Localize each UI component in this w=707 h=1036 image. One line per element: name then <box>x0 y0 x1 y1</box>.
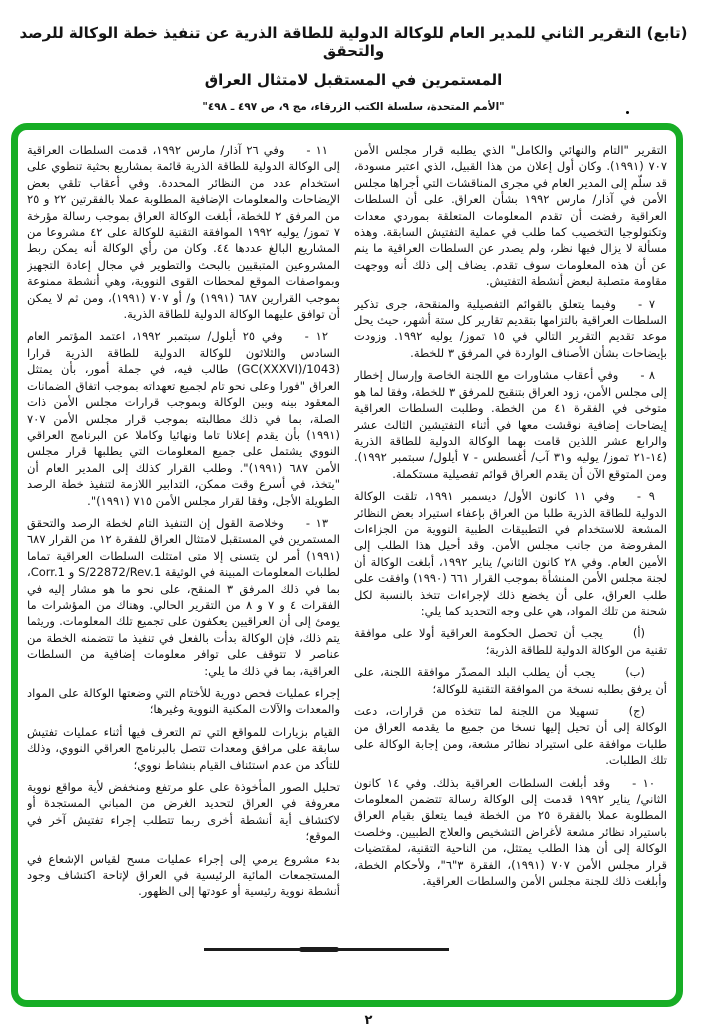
paragraph: إجراء عمليات فحص دورية للأختام التي وضعتها الوكالة على المواد والمعدات والآلات المكنية النووية وغيرها؛ <box>27 686 340 717</box>
paragraph-number: ١٣ - <box>305 515 328 530</box>
paragraph: التقرير "التام والنهائي والكامل" الذي يطلبه قرار مجلس الأمن ٧٠٧ (١٩٩١). وكان أول إعلان من هذا القبيل، الذي اعتبر مسودة، قد سلّم إلى المدير العام في مجرى المناقشات التي أجراها مجلس الأمن في آذار/ مارس ١٩٩٢ بشأن العراق. على أن السلطات العراقية رفضت أن تقدم المعلومات المتعلقة بموردي معدات وتكنولوجيا التخصيب كما طلب في عملية التفتيش السابقة. وهذه مسألة لا يزال فيها نظر، ولم يصدر عن السلطات العراقية ما ينم عن أن هذه المعلومات سوف تقدم. يضاف إلى ذلك أنه ووجهت مقاومة متصلبة لبعض أنشطة التفتيش. <box>354 143 667 289</box>
paragraph-number: ٨ - <box>640 368 655 383</box>
end-of-text-rule <box>204 948 449 951</box>
paragraph-number: ١٠ - <box>632 775 655 790</box>
paragraph-number: ٩ - <box>636 489 655 504</box>
paragraph-number: ٧ - <box>637 296 655 311</box>
text-column-left <box>27 142 340 1000</box>
paragraph: (ج)تسهيلا من اللجنة لما تتخذه من قرارات، دعت الوكالة إلى أن تحيل إليها نسخا من جميع ما يقدمه العراق من طلبات موافقة على استيراد نظائر مشعة، ومن إجابة الوكالة على تلك الطلبات. <box>354 704 667 768</box>
paragraph-number: (ج) <box>628 704 645 718</box>
paragraph: ٨ -وفي أعقاب مشاورات مع اللجنة الخاصة وإرسال إخطار إلى مجلس الأمن، زود العراق بتنقيح للمرفق ٣ للخطة، وفقا لما هو متوخى في الفقرة ٤١ من الخطة. وطلبت السلطات العراقية إيضاحات إضافية نوقشت معها في أثناء التفتيشين الثالث عشر والرابع عشر اللذين قامت بهما الوكالة الدولية للطاقة الذرية (١٤-٢١ تموز/ يوليه و٣١ آب/ أغسطس - ٧ أيلول/ سبتمبر ١٩٩٢). ومن المتوقع الآن أن يقدم العراق قوائم تفصيلية مستكملة. <box>354 368 667 481</box>
green-highlight-border <box>11 123 683 1007</box>
paragraph: بدء مشروع يرمي إلى إجراء عمليات مسح لقياس الإشعاع في المستجمعات المائية الرئيسية في العراق لإتاحة اكتشاف وجود أنشطة نووية رئيسية أو عودتها إلى الظهور. <box>27 851 340 899</box>
paragraph: ١٣ -وخلاصة القول إن التنفيذ التام لخطة الرصد والتحقق المستمرين في المستقبل لامتثال العراق للفقرة ١٢ من القرار ٦٨٧ (١٩٩١) أمر لن يتسنى إلا متى امتثلت السلطات العراقية تماما لطلبات المعلومات المبينة في الوثيقة S/22872/Rev.1 و Corr.1، بما في ذلك المرفق ٣ المنقح، على نحو ما هو مشار إليه في الفقرات ٤ و ٧ و ٨ من التقرير الحالي. وهناك من المؤشرات ما يومئ إلى أن العراقيين يعكفون على تجميع تلك المعلومات. وريثما يتم ذلك، فإن الوكالة بدأت بالفعل في تنفيذ ما تتضمنه الخطة من عناصر لا تتوقف على توافر معلومات إضافية من السلطات العراقية، بما في ذلك ما يلي: <box>27 515 340 678</box>
paragraph: ٧ -وفيما يتعلق بالقوائم التفصيلية والمنقحة، جرى تذكير السلطات العراقية بالتزامها بتقديم تقارير كل ستة أشهر، حيث يحل موعد تقديم التقرير التالي في ١٥ تموز/ يوليه ١٩٩٢. وزودت بإيضاحات بشأن الأصناف الواردة في المرفق ٣ للخطة. <box>354 296 667 360</box>
paragraph: ١١ -وفي ٢٦ آذار/ مارس ١٩٩٢، قدمت السلطات العراقية إلى الوكالة الدولية للطاقة الذرية قائمة بمشاريع بحثية تنطوي على استخدام عدد من النظائر المحددة. وفي أعقاب تلقي بعض الإيضاحات والمعلومات الإضافية المطلوبة عملا بالفقرتين ٢٢ و ٢٥ من المرفق ٢ للخطة، أبلغت الوكالة العراق بموجب رسالة مؤرخة ٧ تموز/ يوليه ١٩٩٢ الموافقة التقنية للوكالة على ٤٢ مشروعا من المشاريع البالغ عددها ٤٤. وكان من رأي الوكالة أنه يمكن ربط المشروعين المتبقيين بالبحث والتطوير في مجال إعادة التجهيز وبمواصفات الموقع لمحطات القوى النووية، وهي أنشطة ممنوعة بموجب القرارين ٦٨٧ (١٩٩١) و/ أو ٧٠٧ (١٩٩١)، ومن ثم لا يمكن أن توافق عليهما الوكالة الدولية للطاقة الذرية. <box>27 143 340 322</box>
paragraph: ٩ -وفي ١١ كانون الأول/ ديسمبر ١٩٩١، تلقت الوكالة الدولية للطاقة الذرية طلبا من العراق بإعفاء استيراد بعض النظائر المشعة للاستخدام في التطبيقات الطبية النووية من الجزاءات المفروضة من جانب مجلس الأمن. وقد أحيل هذا الطلب إلى الأمين العام. وفي ٢٨ كانون الثاني/ يناير ١٩٩٢، أبلغت الوكالة أن لجنة مجلس الأمن المنشأة بموجب القرار ٦٦١ (١٩٩٠) وافقت على طلب العراق، على أن يخضع ذلك لإجراءات تتخذ بالنسبة لكل شحنة من تلك المواد، هي على وجه التحديد كما يلي: <box>354 489 667 618</box>
paragraph-number: ١٢ - <box>304 329 329 344</box>
two-column-text-area <box>18 130 676 1000</box>
paragraph-number: ١١ - <box>306 143 328 157</box>
document-title-line1: (تابع) التقرير الثاني للمدير العام للوكالة الدولية للطاقة الذرية عن تنفيذ خطة الوكالة للرصد والتحقق <box>19 24 688 60</box>
page-number: ٢ <box>364 1013 373 1028</box>
paragraph-number: (ب) <box>625 665 645 680</box>
scan-artifact-dot <box>626 111 629 114</box>
text-column-right <box>354 142 667 1000</box>
paragraph-number: (أ) <box>632 626 645 641</box>
paragraph: القيام بزيارات للمواقع التي تم التعرف فيها أثناء عمليات تفتيش سابقة على مرافق ومعدات تتصل بالبرنامج العراقي النووي، وذلك للتأكد من عدم استئناف القيام بنشاط نووي؛ <box>27 724 340 772</box>
paragraph: ١٢ -وفي ٢٥ أيلول/ سبتمبر ١٩٩٢، اعتمد المؤتمر العام السادس والثلاثون للوكالة الدولية للطاقة الذرية قرارا (GC(XXXVI)/1043) طالب فيه، في جملة أمور، بأن يمتثل العراق "فورا وعلى نحو تام لجميع تعهداته بموجب اتفاق الضمانات المعقود بينه وبين الوكالة وبموجب قرارات مجلس الأمن ذات الصلة، بما في ذلك مطالبته بموجب قرار مجلس الأمن ٧٠٧ (١٩٩١) بأن يقدم إعلانا تاما ونهائيا وكاملا عن البرنامج العراقي النووي يشتمل على جميع المعلومات التي يطلبها قرار مجلس الأمن ٦٨٧ (١٩٩١)". وطلب القرار كذلك إلى المدير العام أن "يتخذ، في أسرع وقت ممكن، التدابير اللازمة لتنفيذ خطة الرصد الطويلة الأجل، وفقا لقرار مجلس الأمن ٧١٥ (١٩٩١)". <box>27 329 340 508</box>
document-citation: "الأمم المتحدة، سلسلة الكتب الزرقاء، مج ٩، ص ٤٩٧ ـ ٤٩٨" <box>202 101 505 113</box>
document-title-line2: المستمرين في المستقبل لامتثال العراق <box>204 71 503 89</box>
document-header <box>0 24 707 113</box>
paragraph: (أ)يجب أن تحصل الحكومة العراقية أولا على موافقة تقنية من الوكالة الدولية للطاقة الذرية؛ <box>354 626 667 657</box>
paragraph: ١٠ -وقد أبلغت السلطات العراقية بذلك. وفي ١٤ كانون الثاني/ يناير ١٩٩٢ قدمت إلى الوكالة رسالة تتضمن المعلومات المطلوبة عملا بالفقرة ٢٥ من الخطة فيما يتعلق بقيام العراق باستيراد نظائر مشعة لأغراض التشخيص والعلاج الطبيين. وخلصت الوكالة إلى أن هذا الطلب يمتثل، من الناحية التقنية، لمقتضيات قرار مجلس الأمن ٧٠٧ (١٩٩١)، الفقرة ٣"٦"، ولأحكام الخطة، وأبلغت ذلك للجنة مجلس الأمن والسلطات العراقية. <box>354 775 667 889</box>
paragraph: تحليل الصور المأخوذة على علو مرتفع ومنخفض لأية مواقع نووية معروفة في العراق لتحديد الغرض من المباني المستجدة أو لاكتشاف أية أنشطة أخرى ربما تتطلب إجراء تفتيش آخر في الموقع؛ <box>27 780 340 844</box>
paragraph: (ب)يجب أن يطلب البلد المصدّر موافقة اللجنة، على أن يرفق بطلبه نسخة من الموافقة التقنية للوكالة؛ <box>354 665 667 696</box>
